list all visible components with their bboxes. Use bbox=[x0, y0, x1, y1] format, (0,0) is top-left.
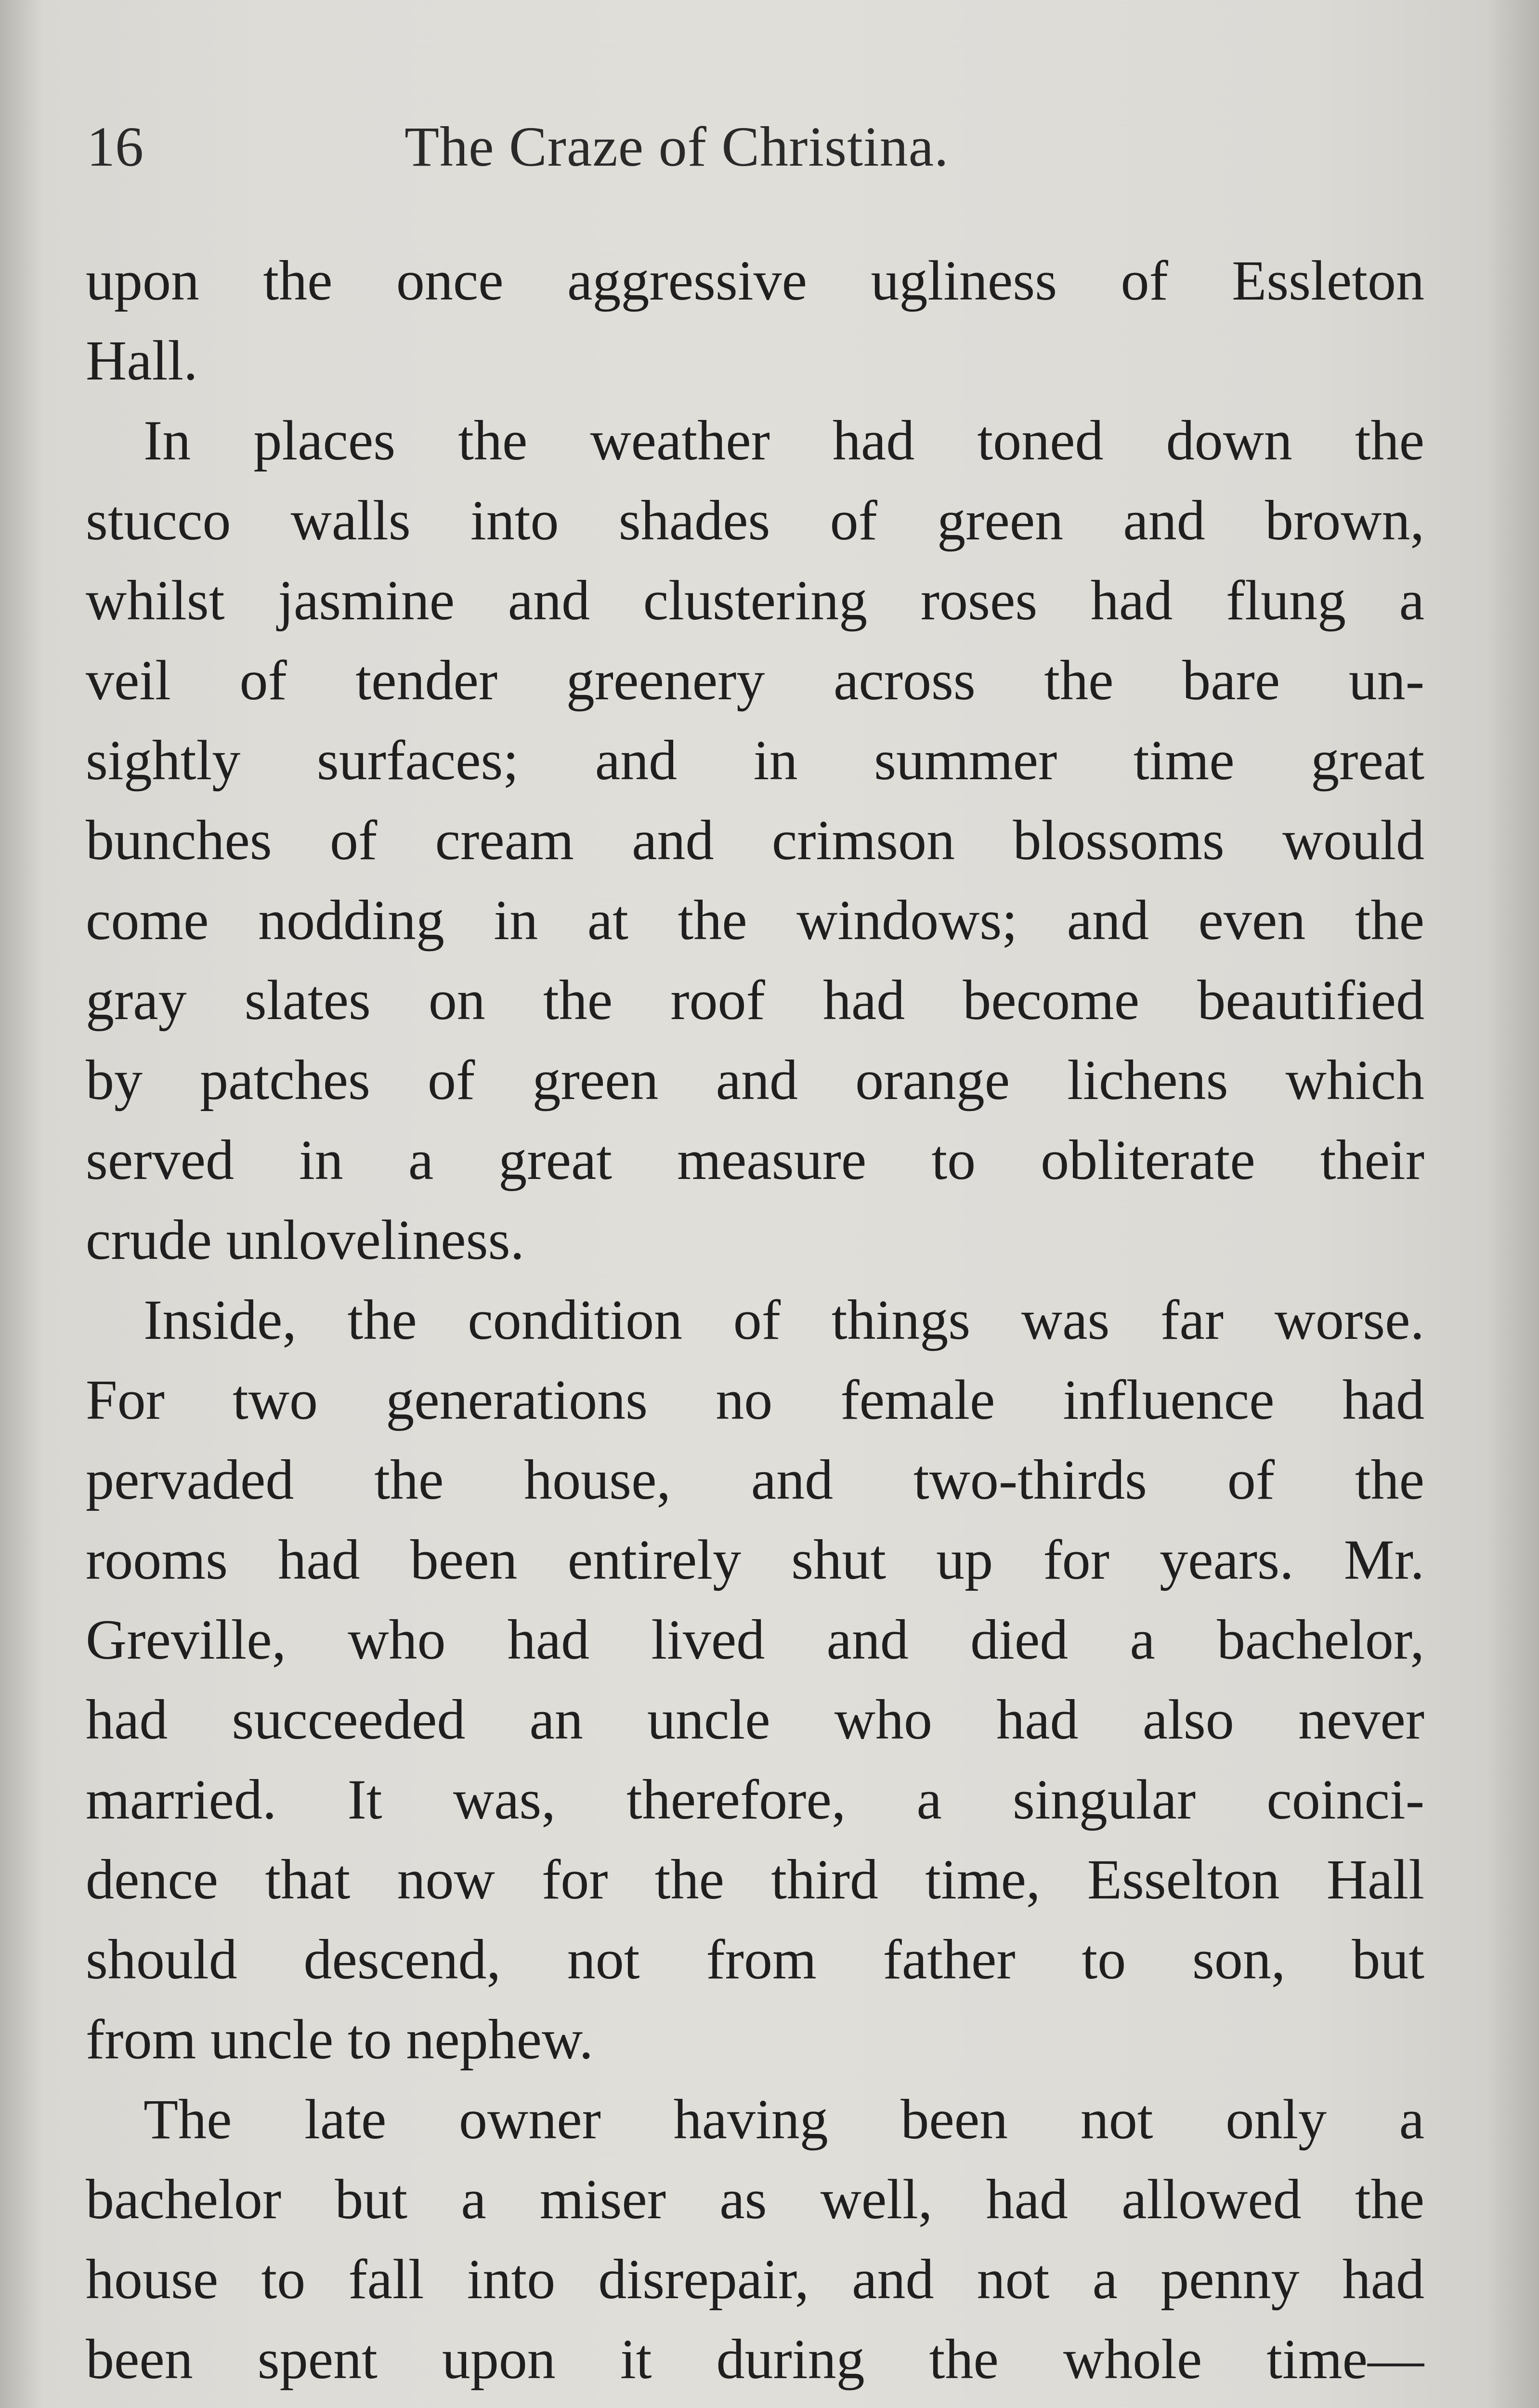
text-line: The late owner having been not only a bbox=[143, 2088, 1424, 2151]
text-line: been spent upon it during the whole time— bbox=[86, 2328, 1424, 2391]
text-line: come nodding in at the windows; and even the bbox=[86, 889, 1424, 952]
text-line: bachelor but a miser as well, had allowed the bbox=[86, 2168, 1424, 2231]
body-text bbox=[86, 241, 1424, 2408]
text-line: dence that now for the third time, Esselton Hall bbox=[86, 1848, 1424, 1911]
text-line: had succeeded an uncle who had also never bbox=[86, 1688, 1424, 1751]
running-title: The Craze of Christina. bbox=[404, 115, 949, 178]
text-line: served in a great measure to obliterate their bbox=[86, 1128, 1424, 1191]
text-line: Hall. bbox=[86, 329, 198, 392]
text-line: Inside, the condition of things was far worse. bbox=[143, 1288, 1424, 1351]
text-line: married. It was, therefore, a singular coinci- bbox=[86, 1768, 1424, 1831]
text-line: pervaded the house, and two-thirds of the bbox=[86, 1448, 1424, 1511]
page-edge-shadow bbox=[1486, 0, 1539, 2408]
text-line: Greville, who had lived and died a bachelor, bbox=[86, 1608, 1424, 1671]
text-line: bunches of cream and crimson blossoms would bbox=[86, 809, 1424, 872]
text-line: sightly surfaces; and in summer time great bbox=[86, 729, 1424, 792]
text-line: should descend, not from father to son, but bbox=[86, 1928, 1424, 1991]
text-line: gray slates on the roof had become beautified bbox=[86, 968, 1424, 1032]
text-line: house to fall into disrepair, and not a penny had bbox=[86, 2248, 1424, 2311]
text-line: stucco walls into shades of green and brown, bbox=[86, 489, 1424, 552]
text-line bbox=[86, 2399, 1424, 2408]
text-line: rooms had been entirely shut up for years. Mr. bbox=[86, 1528, 1424, 1591]
text-line: crude unloveliness. bbox=[86, 1208, 524, 1271]
text-line: by patches of green and orange lichens which bbox=[86, 1048, 1424, 1112]
text-line: upon the once aggressive ugliness of Essleton bbox=[86, 249, 1424, 312]
spine-shadow bbox=[0, 0, 43, 2408]
text-line: In places the weather had toned down the bbox=[143, 409, 1424, 472]
page-header bbox=[87, 111, 1430, 183]
text-line: For two generations no female influence had bbox=[86, 1368, 1424, 1431]
text-line: whilst jasmine and clustering roses had flung a bbox=[86, 569, 1424, 632]
page-number: 16 bbox=[87, 115, 143, 178]
text-line: veil of tender greenery across the bare un- bbox=[86, 649, 1424, 712]
text-line: from uncle to nephew. bbox=[86, 2008, 593, 2071]
